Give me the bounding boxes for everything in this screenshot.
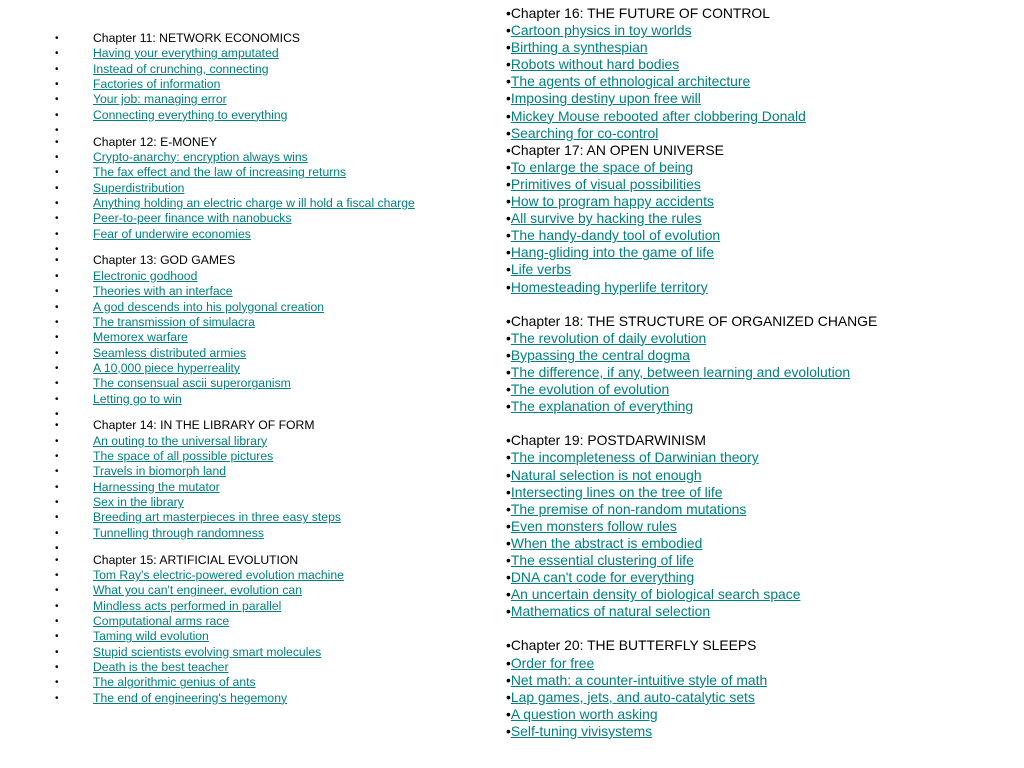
outline-item	[0, 77, 490, 92]
bullet-icon: •	[55, 316, 59, 328]
bullet-icon: •	[55, 570, 59, 581]
outline-item	[506, 569, 1021, 586]
bullet-icon: •	[506, 654, 511, 671]
bullet-icon: •	[506, 329, 511, 346]
link-homesteading-hyperlife-territory[interactable]: Homesteading hyperlife territory	[510, 278, 708, 295]
outline-item	[506, 723, 1021, 740]
chapter-heading	[0, 135, 490, 150]
link-hang-gliding-into-the-game-of-life[interactable]: Hang-gliding into the game of life	[510, 244, 714, 261]
outline-item	[0, 583, 490, 598]
link-the-transmission-of-simulacra[interactable]: The transmission of simulacra	[93, 314, 255, 329]
bullet-icon: •	[506, 107, 511, 124]
outline-item	[506, 603, 1021, 620]
chapter-heading	[506, 432, 1021, 449]
bullet-icon: •	[55, 451, 59, 463]
bullet-icon: •	[506, 346, 511, 363]
link-your-job-managing-error[interactable]: Your job: managing error	[93, 92, 227, 107]
outline-item	[0, 392, 490, 407]
outline-item	[0, 315, 490, 330]
bullet-icon: •	[506, 158, 511, 175]
bullet-icon: •	[55, 301, 59, 313]
outline-item	[506, 467, 1021, 484]
bullet-icon: •	[55, 435, 59, 447]
outline-item	[506, 535, 1021, 552]
outline-item	[0, 269, 490, 284]
bullet-icon: •	[55, 136, 59, 148]
chapter-title: Chapter 19: POSTDARWINISM	[510, 432, 706, 449]
link-a-god-descends-into-his-polygonal-creation[interactable]: A god descends into his polygonal creation	[93, 299, 325, 314]
chapter-title: Chapter 11: NETWORK ECONOMICS	[93, 31, 301, 45]
outline-item	[506, 586, 1021, 603]
chapter-title: Chapter 12: E-MONEY	[93, 134, 217, 149]
bullet-icon: •	[55, 286, 59, 298]
bullet-icon: •	[55, 616, 59, 628]
link-robots-without-hard-bodies[interactable]: Robots without hard bodies	[510, 56, 680, 73]
bullet-icon: •	[55, 79, 59, 91]
outline-item	[506, 108, 1021, 125]
link-to-enlarge-the-space-of-being[interactable]: To enlarge the space of being	[510, 158, 694, 175]
bullet-icon: •	[55, 466, 59, 478]
bullet-icon: •	[55, 497, 59, 509]
blank-line	[506, 296, 1021, 313]
chapter-heading	[506, 5, 1021, 22]
bullet-icon: •	[506, 466, 511, 483]
link-tom-ray-s-electric-powered-evolution-machine[interactable]: Tom Ray's electric-powered evolution machine	[93, 568, 344, 582]
bullet-icon: •	[506, 671, 511, 688]
link-the-premise-of-non-random-mutations[interactable]: The premise of non-random mutations	[510, 500, 747, 517]
bullet-icon: •	[506, 586, 511, 603]
outline-item	[506, 279, 1021, 296]
link-seamless-distributed-armies[interactable]: Seamless distributed armies	[93, 345, 247, 360]
outline-item	[506, 449, 1021, 466]
link-what-you-can-t-engineer-evolution-can[interactable]: What you can't engineer, evolution can	[93, 583, 302, 598]
link-instead-of-crunching-connecting[interactable]: Instead of crunching, connecting	[93, 61, 269, 76]
outline-item	[506, 193, 1021, 210]
link-the-essential-clustering-of-life[interactable]: The essential clustering of life	[510, 552, 694, 568]
bullet-icon: •	[506, 363, 511, 380]
bullet-icon: •	[506, 381, 511, 398]
link-anything-holding-an-electric-charge-w-ill-hold-a[interactable]: Anything holding an electric charge w ill hold a fiscal charge	[93, 195, 415, 210]
outline-item	[506, 56, 1021, 73]
bullet-icon: •	[506, 175, 511, 192]
bullet-icon: •	[55, 197, 59, 209]
chapter-heading	[506, 637, 1021, 654]
outline-item	[506, 484, 1021, 501]
link-an-outing-to-the-universal-library[interactable]: An outing to the universal library	[93, 433, 268, 448]
bullet-icon: •	[55, 408, 59, 420]
link-sex-in-the-library[interactable]: Sex in the library	[93, 495, 184, 510]
link-the-space-of-all-possible-pictures[interactable]: The space of all possible pictures	[93, 449, 274, 464]
bullet-icon: •	[55, 543, 59, 555]
bullet-icon: •	[506, 603, 511, 620]
outline-item	[0, 361, 490, 376]
outline-item	[506, 39, 1021, 56]
link-fear-of-underwire-economies[interactable]: Fear of underwire economies	[93, 226, 251, 241]
bullet-icon: •	[55, 554, 59, 566]
bullet-icon: •	[55, 512, 59, 524]
outline-item	[0, 434, 490, 449]
link-the-consensual-ascii-superorganism[interactable]: The consensual ascii superorganism	[93, 376, 291, 391]
outline-item	[0, 510, 490, 525]
bullet-icon: •	[506, 141, 511, 158]
link-the-end-of-engineering-s-hegemony[interactable]: The end of engineering's hegemony	[93, 690, 288, 705]
bullet-icon: •	[506, 227, 511, 244]
chapter-title: Chapter 15: ARTIFICIAL EVOLUTION	[93, 552, 299, 567]
bullet-icon: •	[506, 39, 511, 56]
link-travels-in-biomorph-land[interactable]: Travels in biomorph land	[93, 464, 226, 479]
link-the-difference-if-any-between-learning-and-evolo[interactable]: The difference, if any, between learning and evololution	[510, 363, 851, 380]
outline-item	[506, 90, 1021, 107]
bullet-icon: •	[506, 244, 511, 261]
bullet-icon: •	[506, 500, 511, 517]
link-memorex-warfare[interactable]: Memorex warfare	[93, 330, 188, 345]
outline-item	[506, 398, 1021, 415]
bullet-icon: •	[55, 63, 59, 75]
blank-line	[506, 620, 1021, 637]
chapter-title: Chapter 13: GOD GAMES	[93, 253, 236, 268]
outline-item	[506, 244, 1021, 261]
link-the-fax-effect-and-the-law-of-increasing-returns[interactable]: The fax effect and the law of increasing returns	[93, 165, 347, 180]
bullet-icon: •	[506, 278, 511, 295]
link-superdistribution[interactable]: Superdistribution	[93, 180, 185, 195]
bullet-icon: •	[506, 552, 511, 568]
bullet-icon: •	[506, 569, 511, 586]
link-connecting-everything-to-everything[interactable]: Connecting everything to everything	[93, 107, 288, 122]
bullet-icon: •	[55, 662, 59, 674]
link-mathematics-of-natural-selection[interactable]: Mathematics of natural selection	[510, 603, 711, 620]
link-primitives-of-visual-possibilities[interactable]: Primitives of visual possibilities	[510, 175, 701, 192]
empty-bullet-row	[0, 407, 490, 419]
link-computational-arms-race[interactable]: Computational arms race	[93, 614, 230, 629]
outline-item	[506, 501, 1021, 518]
bullet-icon: •	[506, 193, 511, 210]
link-crypto-anarchy-encryption-always-wins[interactable]: Crypto-anarchy: encryption always wins	[93, 149, 308, 164]
link-electronic-godhood[interactable]: Electronic godhood	[93, 268, 198, 283]
bullet-icon: •	[506, 56, 511, 73]
chapter-heading	[0, 253, 490, 268]
outline-item	[0, 284, 490, 299]
bullet-icon: •	[55, 213, 59, 225]
outline-item	[0, 92, 490, 107]
bullet-icon: •	[55, 378, 59, 390]
link-a-10-000-piece-hyperreality[interactable]: A 10,000 piece hyperreality	[93, 360, 241, 375]
bullet-icon: •	[506, 534, 511, 551]
link-the-revolution-of-daily-evolution[interactable]: The revolution of daily evolution	[510, 329, 707, 346]
link-the-algorithmic-genius-of-ants[interactable]: The algorithmic genius of ants	[93, 675, 256, 690]
chapter-title: Chapter 20: THE BUTTERFLY SLEEPS	[510, 637, 757, 654]
link-order-for-free[interactable]: Order for free	[510, 654, 595, 671]
outline-item	[0, 568, 490, 583]
link-the-agents-of-ethnological-architecture[interactable]: The agents of ethnological architecture	[510, 73, 751, 90]
outline-item	[0, 449, 490, 464]
link-imposing-destiny-upon-free-will[interactable]: Imposing destiny upon free will	[510, 90, 701, 107]
outline-item	[506, 330, 1021, 347]
outline-item	[0, 675, 490, 690]
link-harnessing-the-mutator[interactable]: Harnessing the mutator	[93, 479, 220, 494]
link-stupid-scientists-evolving-smart-molecules[interactable]: Stupid scientists evolving smart molecules	[93, 644, 322, 659]
outline-item	[506, 689, 1021, 706]
link-searching-for-co-control[interactable]: Searching for co-control	[510, 124, 659, 141]
link-all-survive-by-hacking-the-rules[interactable]: All survive by hacking the rules	[510, 210, 702, 227]
bullet-icon: •	[55, 393, 59, 405]
bullet-icon: •	[506, 73, 511, 90]
chapter-title: Chapter 17: AN OPEN UNIVERSE	[510, 141, 724, 158]
bullet-icon: •	[506, 210, 511, 227]
outline-item	[0, 300, 490, 315]
empty-bullet-row	[0, 242, 490, 254]
outline-item	[506, 672, 1021, 689]
outline-item	[506, 159, 1021, 176]
link-letting-go-to-win[interactable]: Letting go to win	[93, 391, 182, 406]
chapter-heading	[0, 553, 490, 568]
chapter-title: Chapter 16: THE FUTURE OF CONTROL	[510, 5, 770, 21]
outline-item	[506, 706, 1021, 723]
outline-item	[0, 196, 490, 211]
bullet-icon: •	[55, 243, 59, 255]
bullet-icon: •	[55, 600, 59, 612]
link-the-explanation-of-everything[interactable]: The explanation of everything	[510, 398, 694, 415]
bullet-icon: •	[506, 688, 511, 705]
link-breeding-art-masterpieces-in-three-easy-steps[interactable]: Breeding art masterpieces in three easy steps	[93, 510, 341, 525]
link-natural-selection-is-not-enough[interactable]: Natural selection is not enough	[510, 466, 702, 483]
link-taming-wild-evolution[interactable]: Taming wild evolution	[93, 629, 209, 644]
outline-item	[506, 261, 1021, 278]
link-factories-of-information[interactable]: Factories of information	[93, 77, 221, 92]
outline-item	[0, 211, 490, 226]
outline-item	[506, 227, 1021, 244]
outline-item	[0, 614, 490, 629]
link-peer-to-peer-finance-with-nanobucks[interactable]: Peer-to-peer finance with nanobucks	[93, 211, 292, 226]
bullet-icon: •	[506, 483, 511, 500]
outline-item	[0, 599, 490, 614]
bullet-icon: •	[506, 90, 511, 107]
chapter-heading	[0, 418, 490, 433]
outline-item	[506, 22, 1021, 39]
outline-item	[0, 330, 490, 345]
link-having-your-everything-amputated[interactable]: Having your everything amputated	[93, 46, 279, 61]
outline-item	[0, 108, 490, 123]
bullet-icon: •	[55, 332, 59, 344]
bullet-icon: •	[55, 420, 59, 432]
empty-bullet-row	[0, 541, 490, 553]
bullet-icon: •	[506, 449, 511, 466]
bullet-icon: •	[55, 481, 59, 493]
outline-item	[506, 364, 1021, 381]
outline-item	[0, 165, 490, 180]
outline-item	[506, 125, 1021, 142]
outline-item	[506, 518, 1021, 535]
outline-item	[506, 73, 1021, 90]
link-the-handy-dandy-tool-of-evolution[interactable]: The handy-dandy tool of evolution	[510, 227, 721, 244]
link-when-the-abstract-is-embodied[interactable]: When the abstract is embodied	[510, 534, 703, 551]
chapter-title: Chapter 18: THE STRUCTURE OF ORGANIZED CHANGE	[510, 312, 878, 329]
outline-item	[0, 691, 490, 706]
link-an-uncertain-density-of-biological-search-space[interactable]: An uncertain density of biological search space	[510, 586, 801, 603]
blank-line	[506, 415, 1021, 432]
link-lap-games-jets-and-auto-catalytic-sets[interactable]: Lap games, jets, and auto-catalytic sets	[510, 688, 755, 705]
outline-item	[506, 210, 1021, 227]
bullet-icon: •	[55, 347, 59, 359]
bullet-icon: •	[506, 705, 511, 722]
bullet-icon: •	[506, 517, 511, 534]
outline-item	[506, 552, 1021, 569]
chapter-heading	[506, 142, 1021, 159]
bullet-icon: •	[55, 646, 59, 658]
link-life-verbs[interactable]: Life verbs	[510, 261, 572, 278]
outline-item	[506, 347, 1021, 364]
link-theories-with-an-interface[interactable]: Theories with an interface	[93, 284, 233, 299]
link-bypassing-the-central-dogma[interactable]: Bypassing the central dogma	[510, 346, 691, 363]
chapter-title: Chapter 14: IN THE LIBRARY OF FORM	[93, 418, 315, 433]
bullet-icon: •	[55, 270, 59, 282]
bullet-icon: •	[506, 261, 511, 278]
link-birthing-a-synthespian[interactable]: Birthing a synthespian	[510, 39, 648, 56]
bullet-icon: •	[506, 5, 511, 21]
bullet-icon: •	[55, 33, 59, 44]
bullet-icon: •	[55, 94, 59, 106]
outline-item	[0, 495, 490, 510]
link-death-is-the-best-teacher[interactable]: Death is the best teacher	[93, 660, 229, 675]
link-tunnelling-through-randomness[interactable]: Tunnelling through randomness	[93, 525, 264, 540]
outline-item	[0, 526, 490, 541]
bullet-icon: •	[55, 109, 59, 121]
bullet-icon: •	[55, 527, 59, 539]
bullet-icon: •	[55, 692, 59, 704]
bullet-icon: •	[55, 182, 59, 194]
outline-item	[0, 46, 490, 61]
outline-item	[0, 629, 490, 644]
link-mindless-acts-performed-in-parallel[interactable]: Mindless acts performed in parallel	[93, 598, 282, 613]
outline-item	[0, 346, 490, 361]
link-cartoon-physics-in-toy-worlds[interactable]: Cartoon physics in toy worlds	[510, 22, 692, 39]
chapter-heading	[0, 31, 490, 46]
link-intersecting-lines-on-the-tree-of-life[interactable]: Intersecting lines on the tree of life	[510, 483, 723, 500]
bullet-icon: •	[55, 125, 59, 137]
bullet-icon: •	[55, 48, 59, 60]
outline-item	[0, 62, 490, 77]
bullet-icon: •	[55, 677, 59, 689]
link-net-math-a-counter-intuitive-style-of-math[interactable]: Net math: a counter-intuitive style of math	[510, 671, 768, 688]
bullet-icon: •	[55, 585, 59, 597]
outline-item	[506, 381, 1021, 398]
outline-item	[0, 464, 490, 479]
bullet-icon: •	[55, 167, 59, 179]
outline-item	[0, 480, 490, 495]
link-mickey-mouse-rebooted-after-clobbering-donald[interactable]: Mickey Mouse rebooted after clobbering Donald	[510, 107, 806, 124]
outline-item	[506, 176, 1021, 193]
outline-item	[506, 655, 1021, 672]
outline-item	[0, 376, 490, 391]
bullet-icon: •	[506, 312, 511, 329]
link-the-evolution-of-evolution[interactable]: The evolution of evolution	[510, 381, 670, 398]
link-even-monsters-follow-rules[interactable]: Even monsters follow rules	[510, 517, 677, 534]
bullet-icon: •	[506, 124, 511, 141]
outline-item	[0, 150, 490, 165]
empty-bullet-row	[0, 123, 490, 135]
link-the-incompleteness-of-darwinian-theory[interactable]: The incompleteness of Darwinian theory	[510, 449, 759, 466]
outline-item	[0, 660, 490, 675]
bullet-icon: •	[506, 432, 511, 449]
bullet-icon: •	[506, 22, 511, 39]
outline-item	[0, 227, 490, 242]
link-a-question-worth-asking[interactable]: A question worth asking	[510, 705, 658, 722]
link-self-tuning-vivisystems[interactable]: Self-tuning vivisystems	[510, 722, 653, 739]
outline-item	[0, 181, 490, 196]
bullet-icon: •	[55, 631, 59, 643]
bullet-icon: •	[55, 228, 59, 240]
link-dna-can-t-code-for-everything[interactable]: DNA can't code for everything	[510, 569, 695, 586]
left-outline	[0, 31, 490, 706]
bullet-icon: •	[506, 398, 511, 415]
bullet-icon: •	[506, 637, 511, 654]
bullet-icon: •	[506, 722, 511, 739]
outline-item	[0, 645, 490, 660]
bullet-icon: •	[55, 151, 59, 163]
bullet-icon: •	[55, 255, 59, 267]
chapter-heading	[506, 313, 1021, 330]
right-outline	[506, 5, 1021, 740]
bullet-icon: •	[55, 362, 59, 374]
link-how-to-program-happy-accidents[interactable]: How to program happy accidents	[510, 193, 714, 210]
